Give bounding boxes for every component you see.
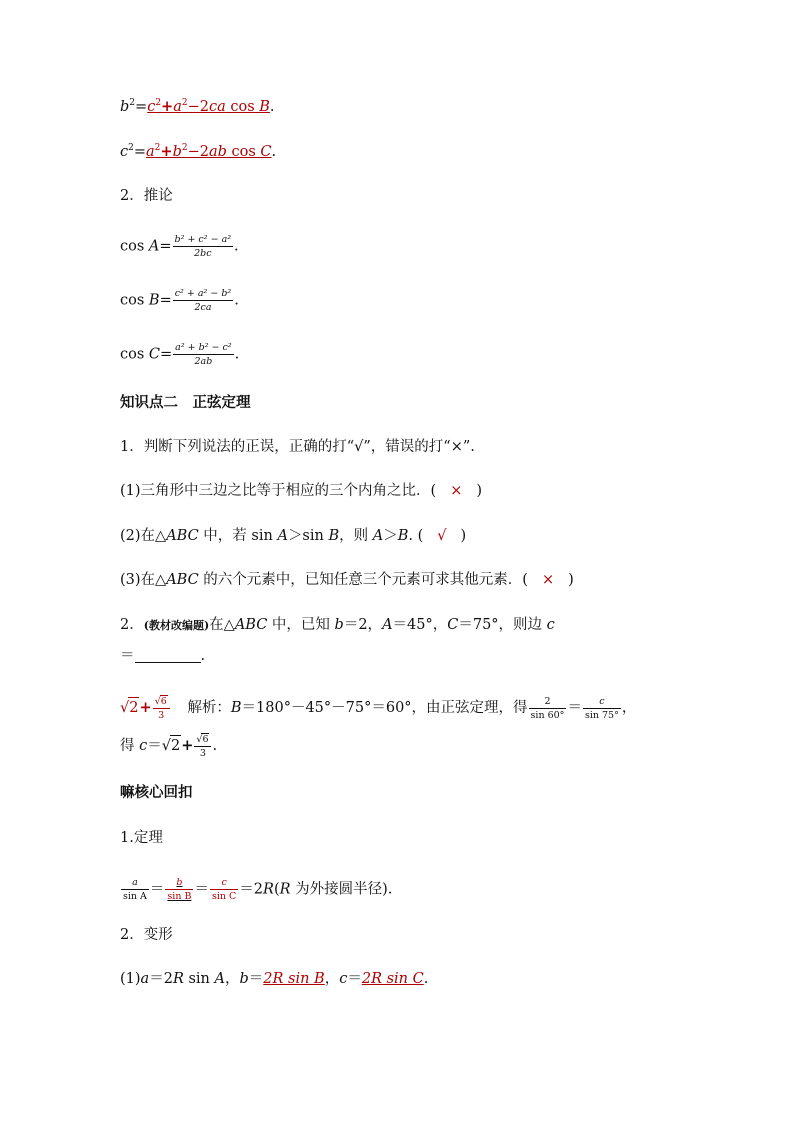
- q1-item-2: (2)在△ABC 中，若 sin A＞sin B，则 A＞B. ( √ ): [120, 528, 467, 544]
- answer-2RsinC: 2R sin C: [361, 971, 424, 987]
- fraction-cosB: $\frac{\text{c² + a² − b²}}{2ca}$: [174, 288, 232, 313]
- theorem-heading: 1.定理: [120, 830, 163, 846]
- answer-mark-2: √: [437, 528, 447, 544]
- answer-mark-1: ×: [450, 483, 463, 499]
- answer-mark-3: ×: [541, 572, 555, 588]
- q2-analysis: √2+ $\frac{√6}{3}$ 解析：B＝180°－45°－75°＝60°，由正弦定理，得 $\frac{2}{\sin 60^\circ}$ ＝ $\frac{c}{\sin 75^\circ}$ ，: [120, 695, 637, 721]
- q2-result: 得 c＝√2+ $\frac{√6}{3}$ .: [120, 734, 218, 759]
- answer-value: √2+ $\frac{√6}{3}$: [120, 700, 171, 716]
- textbook-tag: (教材改编题): [143, 619, 210, 632]
- answer-2RsinB: 2R sin B: [263, 971, 325, 987]
- q2-prompt: 2．(教材改编题)在△ABC 中，已知 b＝2，A＝45°，C＝75°，则边 c: [120, 617, 555, 633]
- transform-formula: (1)a＝2R sin A，b＝2R sin B，c＝2R sin C.: [120, 971, 429, 987]
- q1-prompt: 1．判断下列说法的正误，正确的打“√”，错误的打“×”.: [120, 439, 475, 455]
- answer-b2: $c^2+a^2-2ca$ cos B: [147, 98, 270, 115]
- q2-blank-line: ＝ .: [120, 648, 206, 664]
- q1-item-3: (3)在△ABC 的六个元素中，已知任意三个元素可求其他元素．( × ): [120, 572, 574, 588]
- answer-blank: [135, 648, 201, 663]
- fraction-cosA: $\frac{\text{b² + c² − a²}}{2bc}$: [174, 234, 232, 259]
- core-heading: 嘛核心回扣: [120, 784, 193, 801]
- corollary-heading: 2．推论: [120, 188, 173, 204]
- section-title-sine-law: 知识点二 正弦定理: [120, 394, 251, 411]
- law-of-cosines-b2: $b^2=c^2+a^2-2ca$ cos B.: [120, 98, 275, 115]
- answer-c2: $a^2+b^2-2ab$ cos C: [146, 143, 272, 160]
- corollary-cosA: cos A= $\frac{\text{b² + c² − a²}}{2bc}$ .: [120, 234, 239, 259]
- fraction-cosC: $\frac{\text{a² + b² − c²}}{2ab}$: [175, 342, 232, 367]
- corollary-cosC: cos C= $\frac{\text{a² + b² − c²}}{2ab}$ .: [120, 342, 240, 367]
- sine-law-formula: $\frac{a}{\text{sin A}}$ ＝ $\frac{b}{\text{sin B}}$ ＝ $\frac{c}{\text{sin C}}$ ＝2R(R 为外接圆半径).: [123, 877, 393, 902]
- transform-heading: 2．变形: [120, 927, 173, 943]
- law-of-cosines-c2: $c^2=a^2+b^2-2ab$ cos C.: [120, 143, 277, 160]
- q1-item-1: (1)三角形中三边之比等于相应的三个内角之比．( × ): [120, 483, 483, 499]
- corollary-cosB: cos B= $\frac{\text{c² + a² − b²}}{2ca}$ .: [120, 288, 239, 313]
